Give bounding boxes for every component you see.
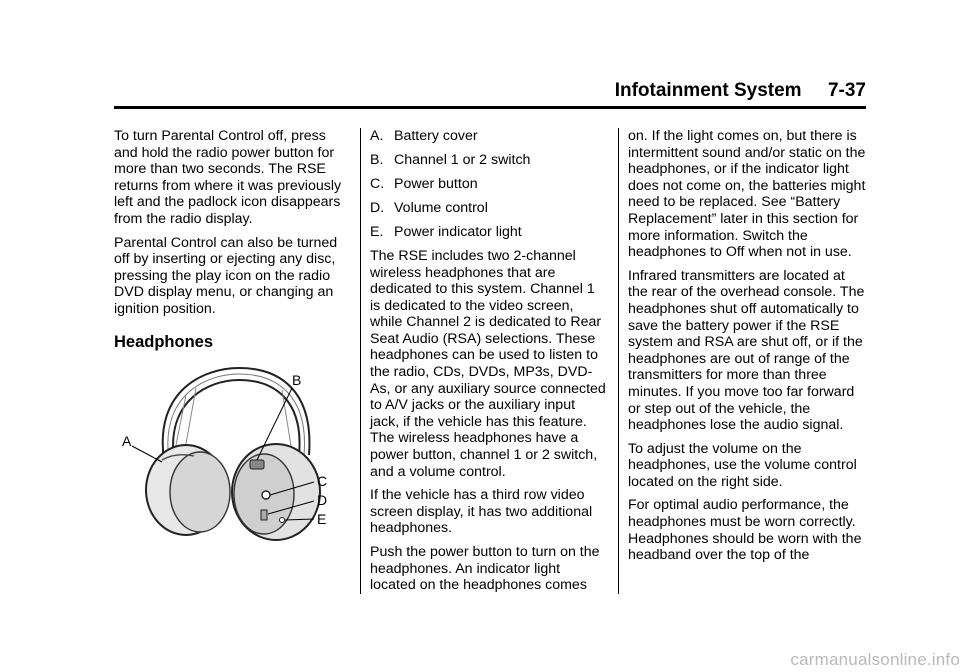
header-rule (114, 106, 866, 109)
list-letter: E. (370, 223, 384, 240)
list-letter: B. (370, 151, 384, 168)
paragraph: The RSE includes two 2-channel wireless headphones that are dedicated to this system. Channel 1 is dedicated to the video screen, while Channel 2 is dedicated to Rear Seat Audio (RSA) selections. These headphones can be used to listen to the radio, CDs, DVDs, MP3s, DVD-As, or any auxiliary source connected to A/V jacks or the auxiliary input jack, if the vehicle has this feature. The wireless headphones have a power button, channel 1 or 2 switch, and a volume control. (370, 247, 606, 480)
watermark: carmanualsonline.info (790, 650, 960, 669)
column-2 (370, 128, 608, 601)
label-e: E (317, 511, 327, 527)
paragraph: To turn Parental Control off, press and hold the radio power button for more than two seconds. The RSE returns from where it was previously left and the padlock icon disappears from the radio display. (114, 128, 342, 227)
headphones-drawing (114, 360, 350, 550)
label-a: A (122, 433, 132, 449)
list-item (370, 128, 608, 145)
column-divider (618, 128, 619, 594)
paragraph: Parental Control can also be turned off by inserting or ejecting any disc, pressing the play icon on the radio DVD display menu, or changing an ignition position. (114, 234, 338, 317)
list-letter: A. (370, 128, 384, 144)
list-text: Power button (394, 175, 478, 192)
column-3 (628, 128, 868, 571)
list-text: Channel 1 or 2 switch (394, 151, 531, 168)
paragraph: If the vehicle has a third row video screen display, it has two additional headphones. (370, 487, 593, 537)
column-divider (360, 128, 361, 594)
list-text: Battery cover (394, 128, 478, 144)
list-item (370, 152, 608, 169)
headphones-illustration (114, 360, 350, 550)
list-text: Volume control (394, 199, 488, 216)
list-item (370, 224, 608, 241)
list-letter: C. (370, 175, 385, 192)
section-heading: Headphones (114, 332, 214, 351)
paragraph: Infrared transmitters are located at the rear of the overhead console. The headphones shut off automatically to save the battery power if the RSE system and RSA are shut off, or if the headphones are out of range of the transmitters for more than three minutes. If you move too far forward or step out of the vehicle, the headphones lose the audio signal. (628, 267, 865, 434)
label-b: B (292, 372, 302, 388)
list-item (370, 176, 608, 193)
list-item (370, 200, 608, 217)
column-1 (114, 128, 350, 350)
paragraph: For optimal audio performance, the headphones must be worn correctly. Headphones should be worn with the headband over the top of the (628, 497, 862, 564)
header-title: Infotainment System 7-37 (614, 80, 866, 101)
page-header (114, 78, 866, 106)
paragraph: on. If the light comes on, but there is intermittent sound and/or static on the headphones, or if the indicator light does not come on, the batteries might need to be replaced. See “Battery Replacement” later in this section for more information. Switch the headphones to Off when not in use. (628, 128, 866, 261)
label-d: D (317, 492, 328, 508)
label-c: C (317, 473, 328, 489)
list-text: Power indicator light (394, 223, 522, 240)
list-letter: D. (370, 199, 385, 216)
paragraph: Push the power button to turn on the headphones. An indicator light located on the headphones comes (370, 544, 600, 594)
paragraph: To adjust the volume on the headphones, use the volume control located on the right side. (628, 440, 857, 490)
